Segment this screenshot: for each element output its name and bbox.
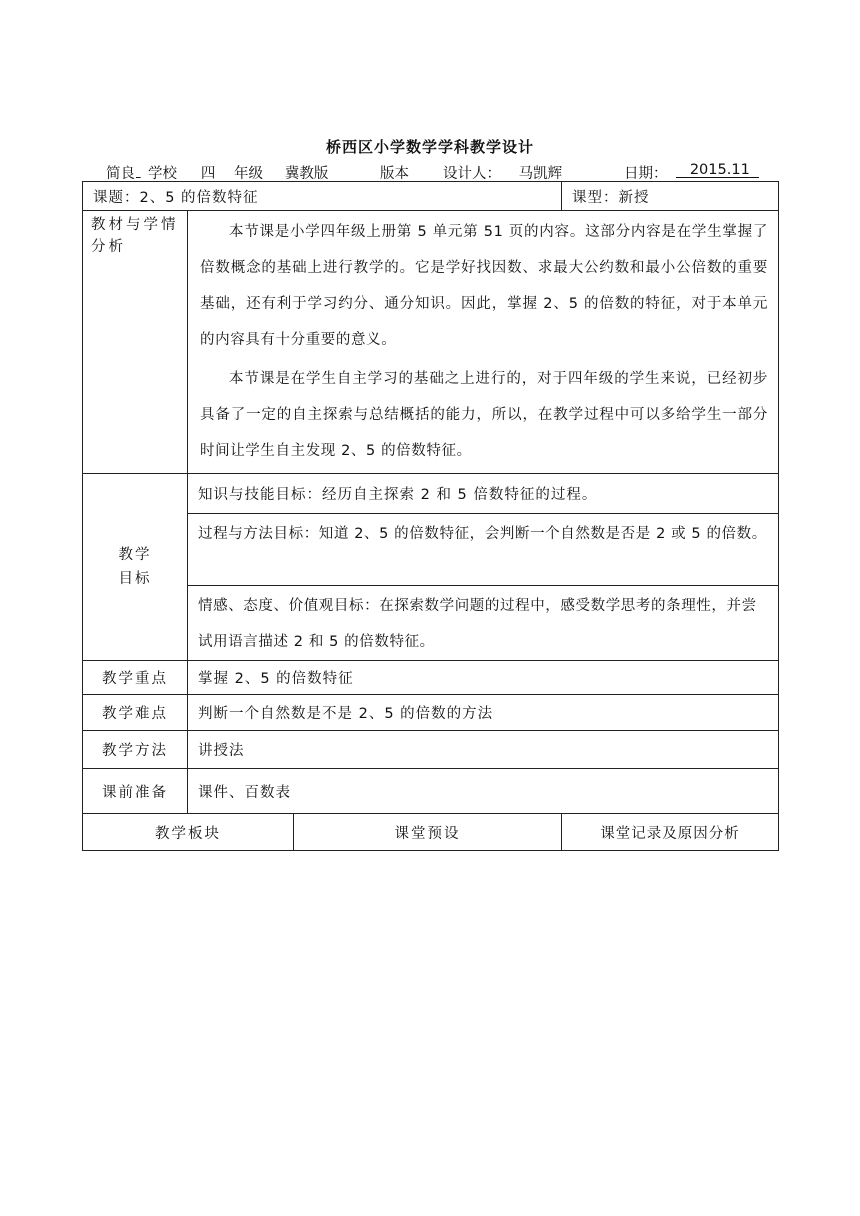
designer-label: 设计人：: [443, 166, 501, 182]
goal-emotion: 情感、态度、价值观目标：在探索数学问题的过程中，感受数学思考的条理性，并尝试用语言描述 2 和 5 的倍数特征。: [198, 598, 757, 650]
analysis-label-cell: [83, 211, 188, 474]
method-value: 讲授法: [198, 743, 245, 759]
goals-label-cell: [83, 474, 188, 661]
goals-label-line-1: 教学: [118, 547, 152, 563]
col-preset-header: 课堂预设: [394, 825, 461, 842]
col-module-header: 教学板块: [155, 825, 221, 842]
difficulty-label-cell: [83, 695, 188, 731]
prep-value: 课件、百数表: [198, 784, 291, 801]
course-type-cell: [562, 182, 779, 211]
lesson-design-table: [82, 181, 779, 851]
goal-knowledge-cell: [188, 474, 779, 514]
goal-process: 过程与方法目标：知道 2、5 的倍数特征，会判断一个自然数是否是 2 或 5 的倍数。: [198, 526, 767, 542]
prep-label: 课前准备: [102, 784, 168, 801]
prep-value-cell: [188, 769, 779, 814]
col-record-cell: [562, 814, 779, 851]
goal-process-cell: [188, 514, 779, 586]
course-type-text: 课型：新授: [572, 189, 650, 206]
version-value: 冀教版: [284, 166, 329, 182]
grade-label: 年级: [234, 166, 263, 182]
date-value: 2015.11: [689, 162, 750, 178]
version-label: 版本: [380, 166, 409, 182]
difficulty-value-cell: [188, 695, 779, 731]
analysis-paragraph-1: 本节课是小学四年级上册第 5 单元第 51 页的内容。这部分内容是在学生掌握了倍数概念的基础上进行教学的。它是学好找因数、求最大公约数和最小公倍数的重要基础，还有利于学习约分、通分知识。因此，掌握 2、5 的倍数的特征，对于本单元的内容具有十分重要的意义。: [200, 224, 768, 348]
difficulty-value: 判断一个自然数是不是 2、5 的倍数的方法: [198, 706, 494, 722]
grade-value: 四: [200, 166, 216, 182]
analysis-label: 教材与学情分析: [91, 217, 179, 255]
analysis-content-cell: [188, 211, 779, 474]
topic-text: 课题：2、5 的倍数特征: [93, 189, 259, 206]
key-label-cell: [83, 661, 188, 695]
designer-value: 马凯辉: [518, 166, 563, 182]
key-label: 教学重点: [102, 671, 168, 687]
key-value-cell: [188, 661, 779, 695]
school-value: 简良: [106, 166, 135, 182]
goals-label-line-2: 目标: [118, 571, 152, 587]
document-title: 桥西区小学数学学科教学设计: [325, 138, 534, 156]
method-label: 教学方法: [102, 743, 168, 759]
date-label: 日期：: [624, 166, 668, 182]
topic-cell: [83, 182, 562, 211]
school-underline-gap: [136, 162, 141, 178]
method-label-cell: [83, 731, 188, 769]
method-value-cell: [188, 731, 779, 769]
header-info-line: [88, 160, 778, 182]
goal-emotion-cell: [188, 586, 779, 661]
col-preset-cell: [294, 814, 562, 851]
analysis-paragraph-2: 本节课是在学生自主学习的基础之上进行的，对于四年级的学生来说，已经初步具备了一定的自主探索与总结概括的能力，所以，在教学过程中可以多给学生一部分时间让学生自主发现 2、5 的倍数特征。: [200, 371, 768, 459]
col-record-header: 课堂记录及原因分析: [600, 825, 740, 842]
difficulty-label: 教学难点: [102, 706, 168, 722]
col-module-cell: [83, 814, 294, 851]
school-label: 学校: [148, 166, 177, 182]
prep-label-cell: [83, 769, 188, 814]
goal-knowledge: 知识与技能目标：经历自主探索 2 和 5 倍数特征的过程。: [198, 487, 598, 503]
key-value: 掌握 2、5 的倍数特征: [198, 671, 354, 687]
